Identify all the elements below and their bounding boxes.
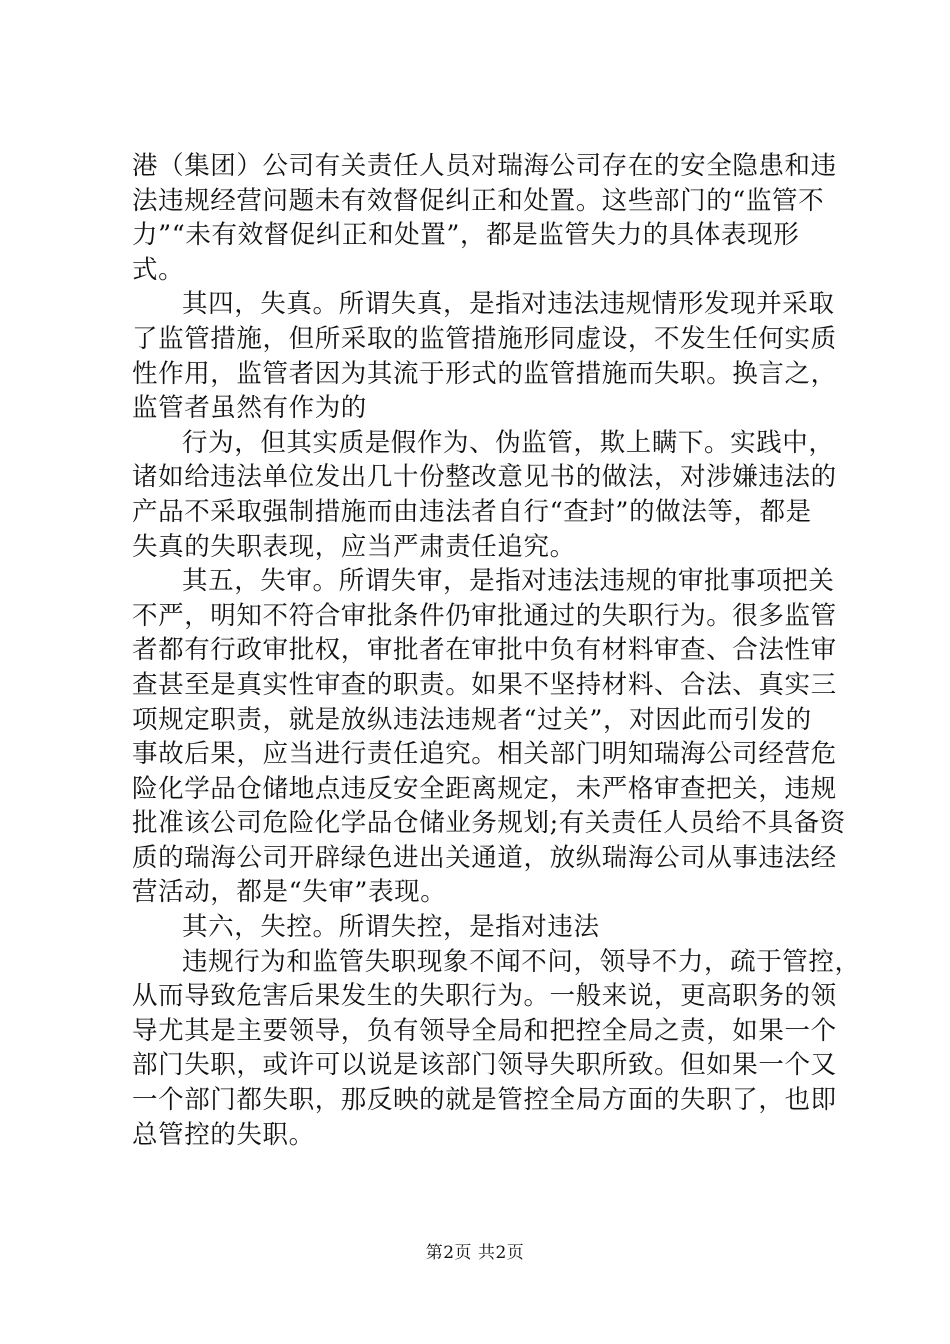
text-line: 失真的失职表现，应当严肃责任追究。: [132, 531, 576, 562]
text-line: 不严，明知不符合审批条件仍审批通过的失职行为。很多监管: [132, 600, 837, 631]
text-line: 法违规经营问题未有效督促纠正和处置。这些部门的“监管不: [132, 185, 825, 216]
text-line: 营活动，都是“失审”表现。: [132, 877, 447, 908]
page-footer: 第2页 共2页: [425, 1243, 525, 1263]
text-line: 者都有行政审批权，审批者在审批中负有材料审查、合法性审: [132, 635, 837, 666]
text-line: 行为，但其实质是假作为、伪监管，欺上瞒下。实践中，: [182, 427, 835, 458]
text-line: 从而导致危害后果发生的失职行为。一般来说，更高职务的领: [132, 981, 837, 1012]
text-line: 导尤其是主要领导，负有领导全局和把控全局之责，如果一个: [132, 1015, 837, 1046]
text-line: 总管控的失职。: [132, 1119, 315, 1150]
text-line: 诸如给违法单位发出几十份整改意见书的做法，对涉嫌违法的: [132, 462, 837, 493]
text-line: 性作用，监管者因为其流于形式的监管措施而失职。换言之，: [132, 358, 837, 389]
text-line: 违规行为和监管失职现象不闻不问，领导不力，疏于管控，: [182, 946, 861, 977]
text-line: 查甚至是真实性审查的职责。如果不坚持材料、合法、真实三: [132, 669, 837, 700]
text-line: 产品不采取强制措施而由违法者自行“查封”的做法等，都是: [132, 496, 812, 527]
text-line: 了监管措施，但所采取的监管措施形同虚设，不发生任何实质: [132, 323, 837, 354]
text-line: 批准该公司危险化学品仓储业务规划;有关责任人员给不具备资: [132, 808, 846, 839]
text-line: 其四，失真。所谓失真，是指对违法违规情形发现并采取: [182, 289, 835, 320]
text-line: 监管者虽然有作为的: [132, 393, 367, 424]
text-line: 险化学品仓储地点违反安全距离规定，未严格审查把关，违规: [132, 773, 837, 804]
text-line: 力”“未有效督促纠正和处置”，都是监管失力的具体表现形: [132, 220, 800, 251]
text-line: 一个部门都失职，那反映的就是管控全局方面的失职了，也即: [132, 1085, 837, 1116]
text-line: 项规定职责，就是放纵违法违规者“过关”，对因此而引发的: [132, 704, 812, 735]
text-line: 其六，失控。所谓失控，是指对违法: [182, 912, 600, 943]
document-body: [132, 149, 861, 1152]
text-line: 其五，失审。所谓失审，是指对违法违规的审批事项把关: [182, 566, 835, 597]
text-line: 港（集团）公司有关责任人员对瑞海公司存在的安全隐患和违: [132, 151, 837, 181]
text-line: 部门失职，或许可以说是该部门领导失职所致。但如果一个又: [132, 1050, 837, 1081]
text-line: 质的瑞海公司开辟绿色进出关通道，放纵瑞海公司从事违法经: [132, 842, 837, 873]
text-line: 式。: [132, 254, 185, 285]
text-line: 事故后果，应当进行责任追究。相关部门明知瑞海公司经营危: [132, 739, 837, 770]
